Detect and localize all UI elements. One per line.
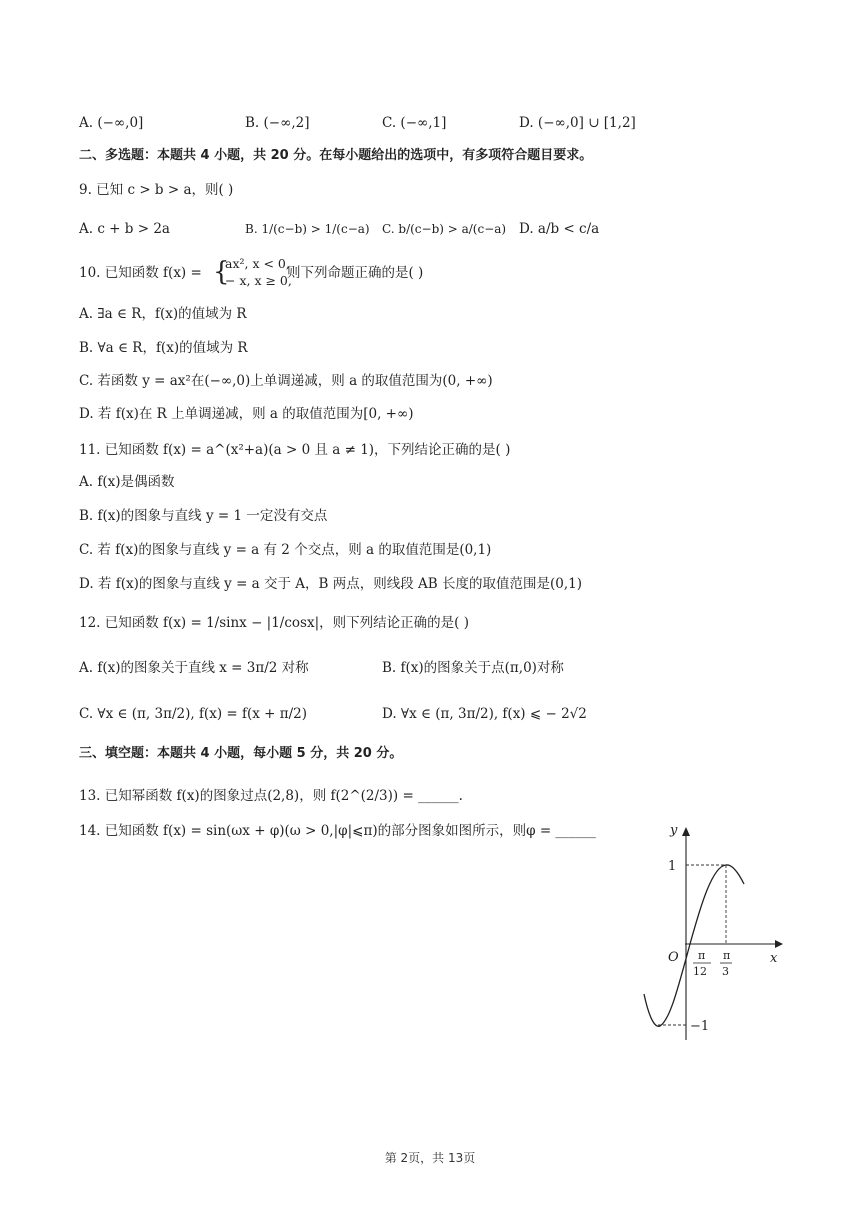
q10-stem-prefix: 10. 已知函数 f(x) =: [79, 265, 202, 281]
y-max-label: 1: [668, 859, 677, 874]
x-tick-1-denominator: 12: [693, 965, 707, 978]
y-axis-arrow-icon: [682, 827, 690, 836]
section-heading-fill-in: 三、填空题：本题共 4 小题，每小题 5 分，共 20 分。: [79, 746, 403, 761]
q10-brace: {: [213, 257, 230, 287]
q8-option-c: C. (−∞,1]: [382, 115, 447, 131]
q10-option-a: A. ∃a ∈ R，f(x)的值域为 R: [79, 306, 247, 322]
y-min-label: −1: [690, 1019, 710, 1034]
x-axis-label: x: [770, 951, 778, 966]
q10-option-c: C. 若函数 y = ax²在(−∞,0)上单调递减，则 a 的取值范围为(0, +∞): [79, 373, 493, 389]
x-tick-2-numerator: π: [723, 949, 731, 962]
q9-option-c: C. b/(c−b) > a/(c−a): [382, 222, 507, 236]
q12-option-c: C. ∀x ∈ (π, 3π/2), f(x) = f(x + π/2): [79, 706, 308, 722]
q12-option-b: B. f(x)的图象关于点(π,0)对称: [382, 660, 564, 676]
q14-stem: 14. 已知函数 f(x) = sin(ωx + φ)(ω > 0,|φ|⩽π)的部分图象如图所示，则φ = ______: [79, 823, 596, 839]
q9-option-b: B. 1/(c−b) > 1/(c−a): [245, 222, 370, 236]
q11-option-c: C. 若 f(x)的图象与直线 y = a 有 2 个交点，则 a 的取值范围是(0,1): [79, 542, 492, 558]
q13-stem: 13. 已知幂函数 f(x)的图象过点(2,8)，则 f(2^(2/3)) = ______.: [79, 788, 463, 804]
x-tick-2-denominator: 3: [722, 965, 729, 978]
x-axis-arrow-icon: [775, 940, 783, 948]
q14-sine-graph: [630, 818, 790, 1048]
y-axis-label: y: [670, 823, 678, 838]
q10-piece-2: − x, x ≥ 0,: [225, 273, 292, 288]
q11-option-d: D. 若 f(x)的图象与直线 y = a 交于 A，B 两点，则线段 AB 长度的取值范围是(0,1): [79, 576, 583, 592]
q11-option-b: B. f(x)的图象与直线 y = 1 一定没有交点: [79, 508, 328, 524]
q10-option-b: B. ∀a ∈ R，f(x)的值域为 R: [79, 340, 248, 356]
q10-option-d: D. 若 f(x)在 R 上单调递减，则 a 的取值范围为[0, +∞): [79, 406, 414, 422]
q9-stem: 9. 已知 c > b > a，则( ): [79, 182, 234, 198]
q12-option-d: D. ∀x ∈ (π, 3π/2), f(x) ⩽ − 2√2: [382, 706, 587, 722]
sine-curve: [644, 865, 744, 1026]
q8-option-a: A. (−∞,0]: [79, 115, 144, 131]
section-heading-multiple-choice: 二、多选题：本题共 4 小题，共 20 分。在每小题给出的选项中，有多项符合题目要求。: [79, 148, 593, 163]
x-tick-1-numerator: π: [698, 949, 706, 962]
q9-option-d: D. a/b < c/a: [519, 221, 600, 237]
q9-option-a: A. c + b > 2a: [79, 221, 170, 237]
q11-option-a: A. f(x)是偶函数: [79, 474, 175, 490]
q12-stem: 12. 已知函数 f(x) = 1/sinx − |1/cosx|，则下列结论正确的是( ): [79, 615, 469, 631]
page-footer: 第 2页，共 13页: [384, 1151, 476, 1165]
origin-label: O: [668, 950, 679, 965]
q10-piece-1: ax², x < 0,: [225, 256, 290, 271]
q8-option-b: B. (−∞,2]: [245, 115, 310, 131]
q10-stem-suffix: 则下列命题正确的是( ): [287, 265, 424, 281]
q11-stem: 11. 已知函数 f(x) = a^(x²+a)(a > 0 且 a ≠ 1)，下列结论正确的是( ): [79, 442, 511, 458]
q8-option-d: D. (−∞,0] ∪ [1,2]: [519, 115, 636, 131]
q12-option-a: A. f(x)的图象关于直线 x = 3π/2 对称: [79, 660, 309, 676]
